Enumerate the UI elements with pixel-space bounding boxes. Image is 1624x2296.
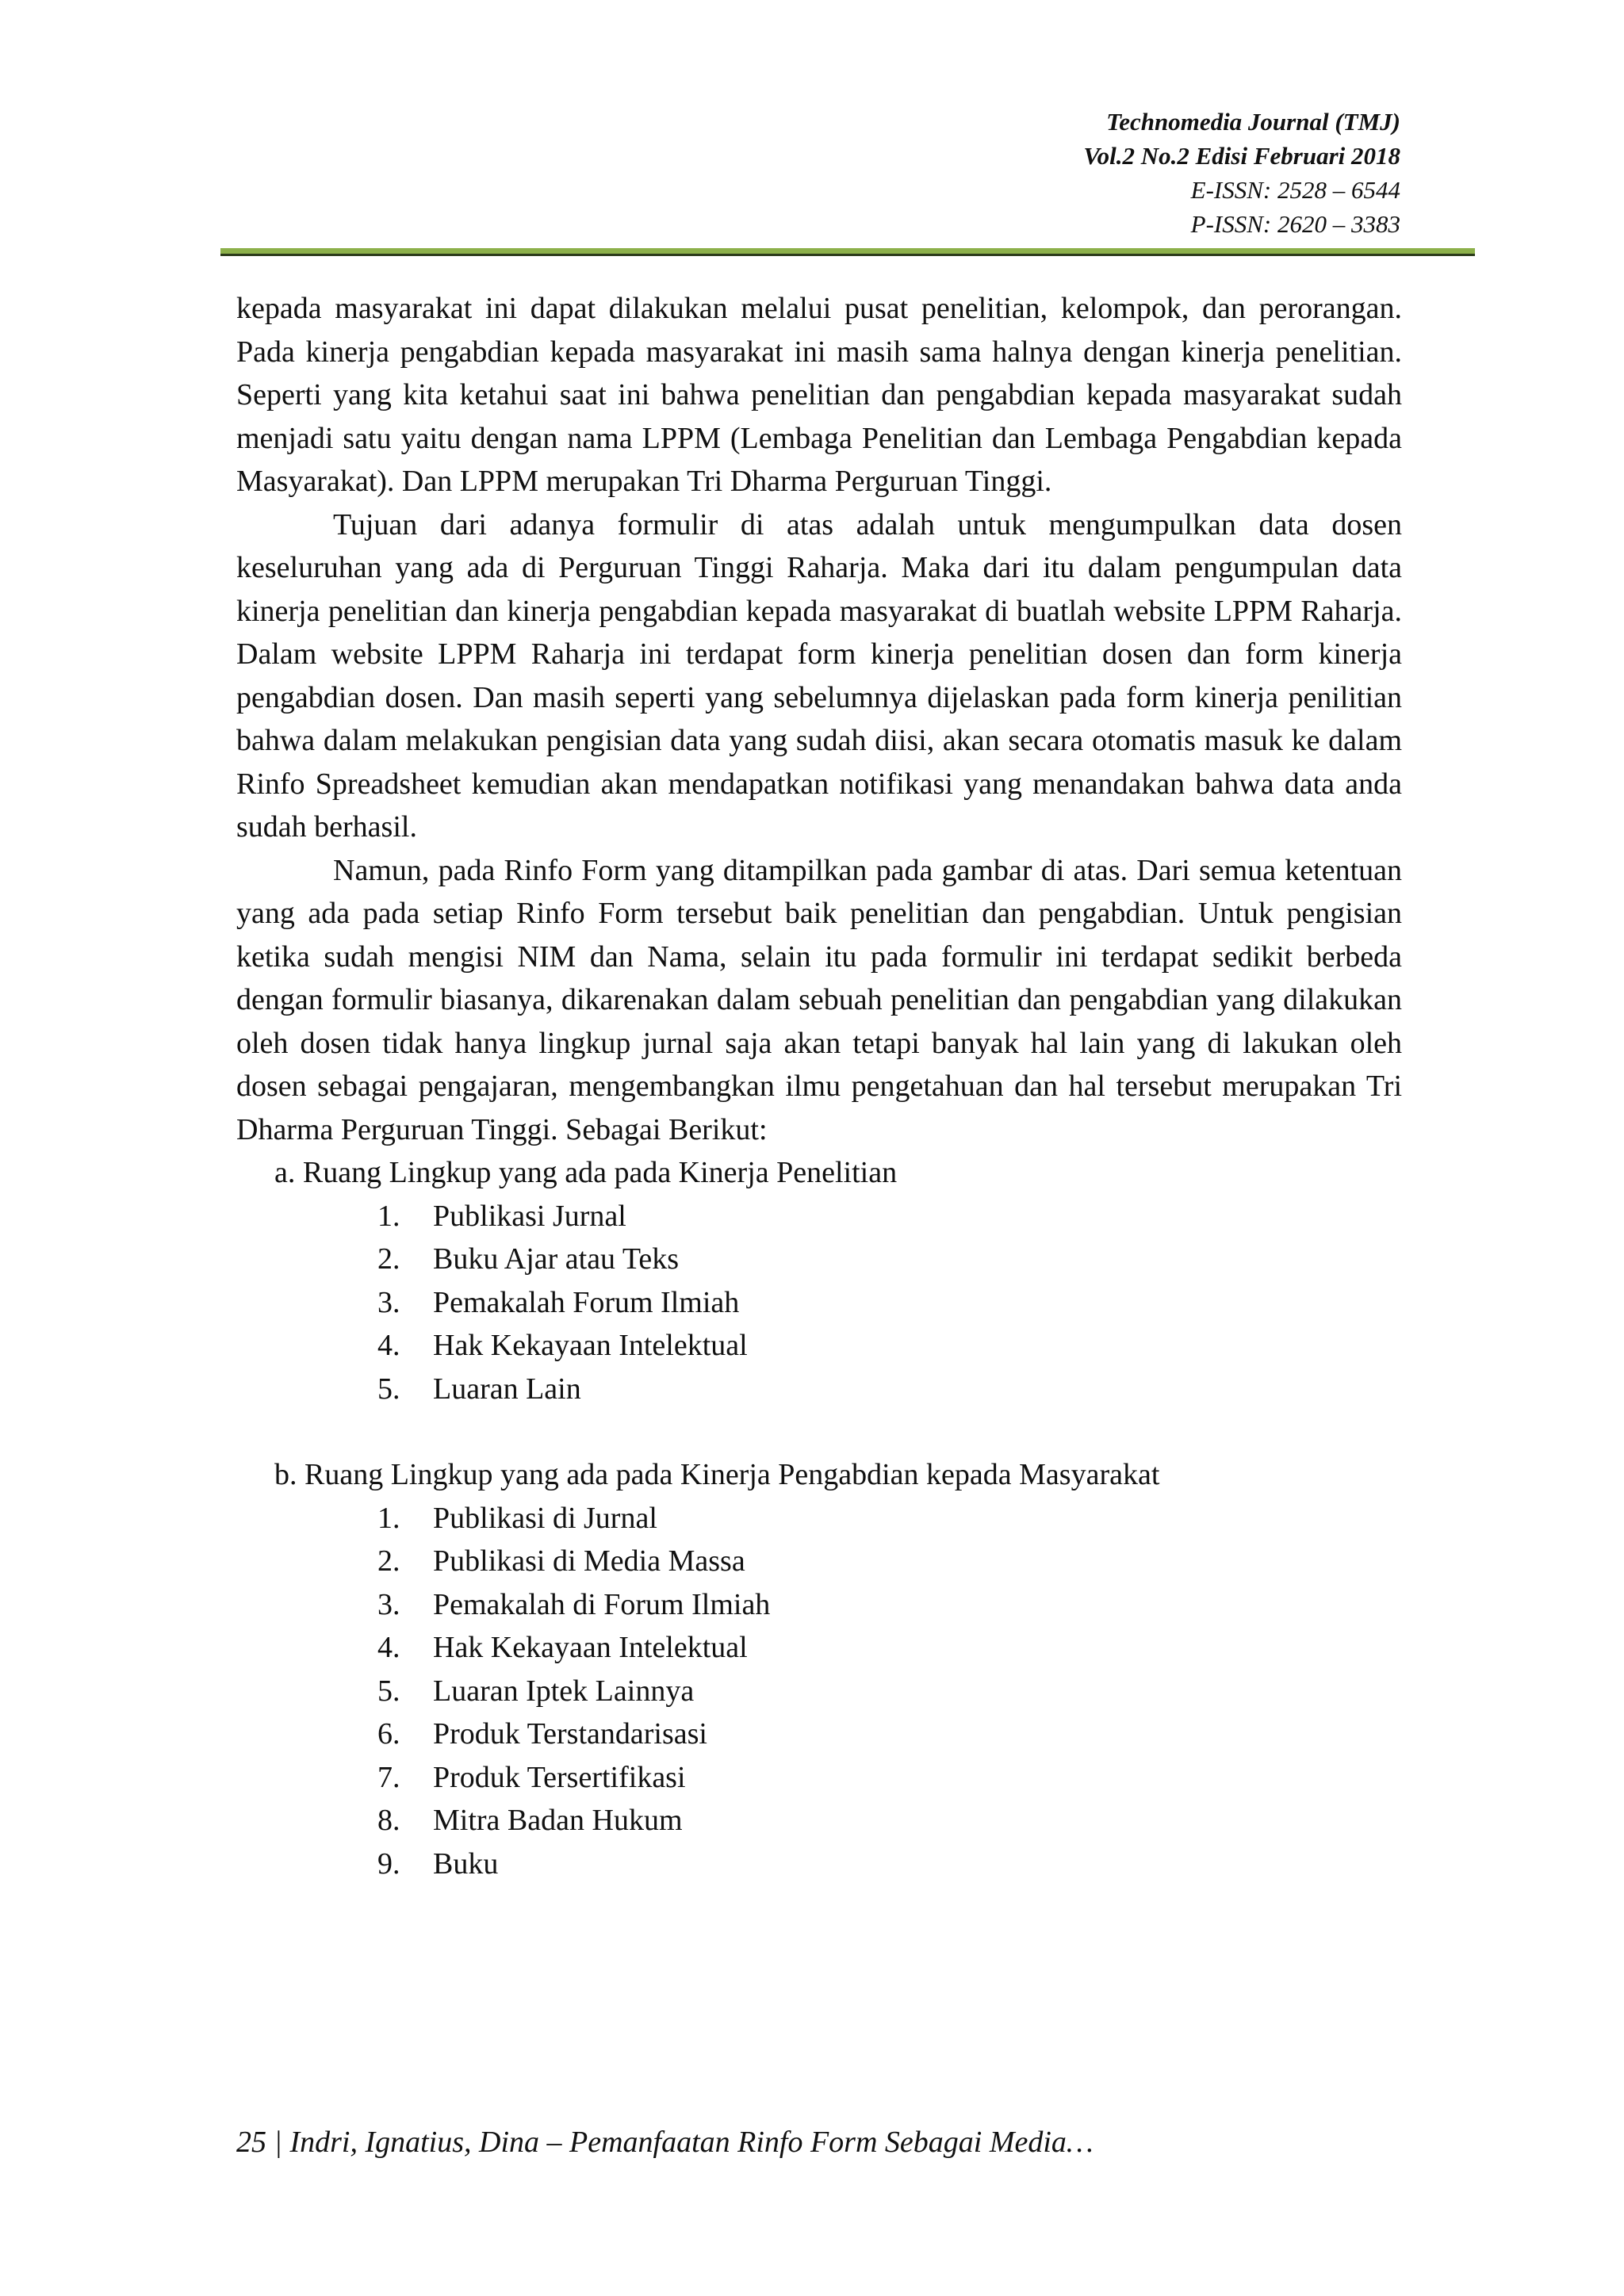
list-item-number: 4. — [377, 1329, 400, 1362]
list-item — [236, 1712, 1402, 1756]
list-item-text: Publikasi di Jurnal — [433, 1501, 657, 1535]
header-divider-green — [220, 248, 1475, 254]
list-item-text: Luaran Iptek Lainnya — [433, 1674, 695, 1708]
list-item — [236, 1497, 1402, 1540]
list-item-number: 4. — [377, 1631, 400, 1664]
list-item — [236, 1195, 1402, 1238]
list-item-text: Hak Kekayaan Intelektual — [433, 1631, 748, 1664]
list-a-heading: a. Ruang Lingkup yang ada pada Kinerja Penelitian — [274, 1156, 898, 1189]
list-item-text: Luaran Lain — [433, 1372, 581, 1406]
list-item — [236, 1324, 1402, 1368]
list-item-text: Mitra Badan Hukum — [433, 1804, 683, 1837]
list-item-text: Buku Ajar atau Teks — [433, 1242, 680, 1276]
list-item-text: Publikasi Jurnal — [433, 1199, 626, 1233]
list-item — [236, 1540, 1402, 1583]
list-item — [236, 1238, 1402, 1281]
header-divider — [220, 248, 1475, 256]
journal-volume: Vol.2 No.2 Edisi Februari 2018 — [1083, 142, 1400, 170]
page-body — [236, 287, 1402, 1885]
list-item-text: Hak Kekayaan Intelektual — [433, 1329, 748, 1362]
list-item-number: 3. — [377, 1285, 400, 1319]
list-item-text: Pemakalah Forum Ilmiah — [433, 1285, 740, 1319]
journal-eissn: E-ISSN: 2528 – 6544 — [1190, 176, 1400, 204]
list-item — [236, 1583, 1402, 1627]
journal-title: Technomedia Journal (TMJ) — [1106, 108, 1400, 136]
list-item-number: 1. — [377, 1199, 400, 1233]
list-item-text: Publikasi di Media Massa — [433, 1544, 745, 1578]
list-item — [236, 1843, 1402, 1886]
list-item — [236, 1799, 1402, 1843]
header-divider-dark — [220, 254, 1475, 256]
list-item-number: 2. — [377, 1242, 400, 1276]
list-item-text: Produk Terstandarisasi — [433, 1717, 707, 1751]
list-item — [236, 1670, 1402, 1713]
journal-header — [1083, 105, 1400, 241]
list-b — [236, 1497, 1402, 1886]
list-item — [236, 1368, 1402, 1411]
list-item-number: 5. — [377, 1674, 400, 1708]
paragraph: Namun, pada Rinfo Form yang ditampilkan pada gambar di atas. Dari semua ketentuan yang ada pada setiap Rinfo Form tersebut baik penelitian dan pengabdian. Untuk pengisian ketika sudah mengisi NIM dan Nama, selain itu pada formulir ini terdapat sedikit berbeda dengan formulir biasanya, dikarenakan dalam sebuah penelitian dan pengabdian yang dilakukan oleh dosen tidak hanya lingkup jurnal saja akan tetapi banyak hal lain yang di lakukan oleh dosen sebagai pengajaran, mengembangkan ilmu pengetahuan dan hal tersebut merupakan Tri Dharma Perguruan Tinggi. Sebagai Berikut: — [236, 853, 1402, 1146]
page-footer: 25 | Indri, Ignatius, Dina – Pemanfaatan Rinfo Form Sebagai Media… — [236, 2126, 1094, 2159]
list-item-number: 6. — [377, 1717, 400, 1751]
list-item-text: Produk Tersertifikasi — [433, 1760, 686, 1794]
list-item-number: 8. — [377, 1804, 400, 1837]
list-item-number: 7. — [377, 1760, 400, 1794]
list-item-number: 9. — [377, 1846, 400, 1881]
list-item — [236, 1756, 1402, 1800]
spacer — [236, 1410, 1402, 1453]
paragraph: kepada masyarakat ini dapat dilakukan melalui pusat penelitian, kelompok, dan perorangan. Pada kinerja pengabdian kepada masyarakat ini masih sama halnya dengan kinerja penelitian. Seperti yang kita ketahui saat ini bahwa penelitian dan pengabdian kepada masyarakat sudah menjadi satu yaitu dengan nama LPPM (Lembaga Penelitian dan Lembaga Pengabdian kepada Masyarakat). Dan LPPM merupakan Tri Dharma Perguruan Tinggi. — [236, 292, 1402, 498]
paragraph: Tujuan dari adanya formulir di atas adalah untuk mengumpulkan data dosen keseluruhan yang ada di Perguruan Tinggi Raharja. Maka dari itu dalam pengumpulan data kinerja penelitian dan kinerja pengabdian kepada masyarakat di buatlah website LPPM Raharja. Dalam website LPPM Raharja ini terdapat form kinerja penelitian dosen dan form kinerja pengabdian dosen. Dan masih seperti yang sebelumnya dijelaskan pada form kinerja penilitian bahwa dalam melakukan pengisian data yang sudah diisi, akan secara otomatis masuk ke dalam Rinfo Spreadsheet kemudian akan mendapatkan notifikasi yang menandakan bahwa data anda sudah berhasil. — [236, 507, 1402, 844]
list-item-number: 5. — [377, 1372, 400, 1406]
list-item — [236, 1281, 1402, 1325]
list-item-number: 3. — [377, 1587, 400, 1621]
list-item-number: 2. — [377, 1544, 400, 1578]
list-item-text: Pemakalah di Forum Ilmiah — [433, 1587, 771, 1621]
list-a — [236, 1195, 1402, 1411]
list-item — [236, 1626, 1402, 1670]
journal-pissn: P-ISSN: 2620 – 3383 — [1190, 210, 1400, 238]
list-item-number: 1. — [377, 1501, 400, 1535]
list-item-text: Buku — [433, 1846, 499, 1881]
list-b-heading: b. Ruang Lingkup yang ada pada Kinerja Pengabdian kepada Masyarakat — [274, 1458, 1160, 1491]
